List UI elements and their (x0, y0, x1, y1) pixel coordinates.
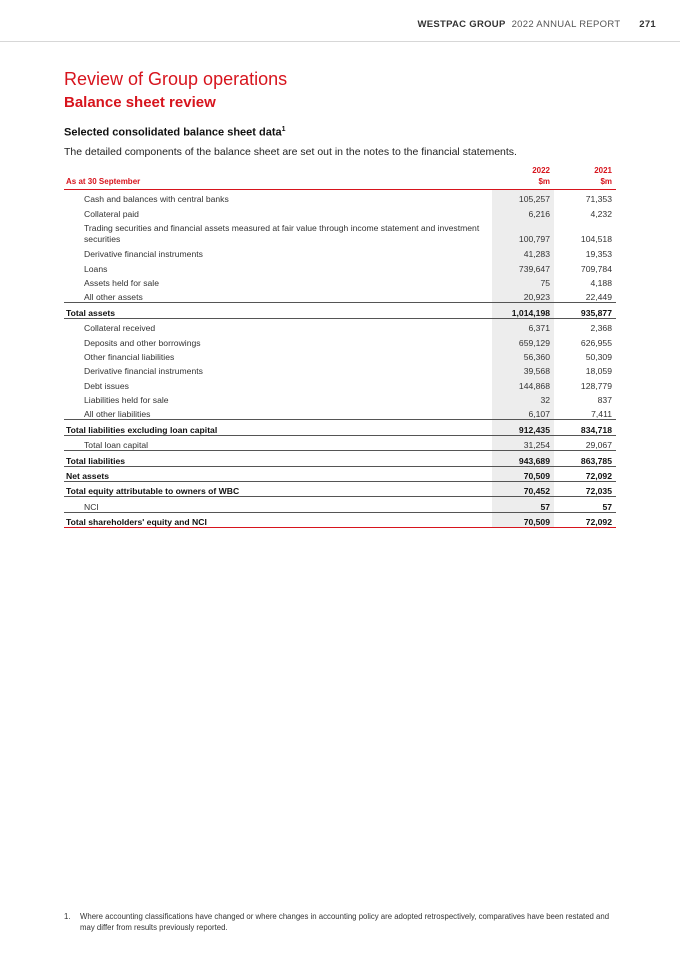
footnote-text: Where accounting classifications have changed or where changes in accounting policy are adopted retrospectively, comparatives have been restated and may differ from results previously reported. (80, 912, 610, 932)
value-2021: 837 (597, 395, 612, 406)
footnote-number: 1. (64, 912, 71, 921)
page-number: 271 (639, 19, 656, 30)
col-2022-unit: $m (538, 177, 550, 186)
row-label: Total shareholders' equity and NCI (64, 512, 492, 527)
value-2021: 834,718 (554, 420, 616, 435)
value-2022: 100,797 (492, 219, 554, 245)
table-row (64, 245, 616, 259)
table-row (64, 288, 616, 303)
table-row (64, 435, 616, 450)
value-2021: 935,877 (554, 303, 616, 318)
row-label: Deposits and other borrowings (84, 337, 201, 348)
table-row (64, 333, 616, 347)
value-2021: 72,035 (554, 482, 616, 497)
table-row (64, 405, 616, 420)
row-label: Other financial liabilities (84, 351, 175, 362)
value-2021: 71,353 (585, 194, 612, 205)
col-2022-year: 2022 (532, 166, 550, 175)
table-header-row (64, 163, 616, 190)
table-row (64, 348, 616, 362)
value-2022: 6,216 (492, 204, 554, 218)
row-label: Total liabilities excluding loan capital (64, 420, 492, 435)
value-2021: 709,784 (580, 263, 612, 274)
value-2021: 19,353 (585, 249, 612, 260)
table-row (64, 362, 616, 376)
value-2021: 7,411 (591, 409, 612, 420)
value-2021: 104,518 (580, 233, 612, 244)
value-2022: 70,509 (492, 512, 554, 527)
row-label: Net assets (64, 466, 492, 481)
table-row (64, 219, 616, 245)
value-2022: 943,689 (492, 451, 554, 466)
value-2022: 56,360 (492, 348, 554, 362)
value-2022: 57 (492, 497, 554, 512)
col-2021-unit: $m (600, 177, 612, 186)
row-label: Total loan capital (64, 435, 492, 450)
row-label: All other assets (84, 292, 143, 303)
row-label: Derivative financial instruments (84, 249, 203, 260)
value-2022: 32 (492, 391, 554, 405)
balance-sheet-table (64, 163, 616, 528)
table-row (64, 204, 616, 218)
value-2021: 626,955 (580, 337, 612, 348)
value-2021: 22,449 (585, 292, 612, 303)
value-2022: 20,923 (492, 288, 554, 303)
table-total-row (64, 482, 616, 497)
value-2021: 29,067 (554, 435, 616, 450)
sub-title: Balance sheet review (64, 94, 216, 111)
row-label: Collateral received (64, 318, 492, 333)
value-2021: 2,368 (554, 318, 616, 333)
row-label: Total assets (64, 303, 492, 318)
header-report-title: 2022 ANNUAL REPORT (511, 19, 621, 30)
intro-text: The detailed components of the balance sheet are set out in the notes to the financial statements. (64, 146, 517, 158)
row-label: Derivative financial instruments (84, 366, 203, 377)
col-header-2022 (492, 163, 554, 190)
header-brand: WESTPAC GROUP (417, 19, 506, 30)
row-label: Trading securities and financial assets measured at fair value through income statement and investment securities (84, 222, 480, 244)
row-label: Collateral paid (84, 208, 139, 219)
value-2022: 70,452 (492, 482, 554, 497)
header-divider (0, 41, 680, 42)
value-2022: 144,868 (492, 376, 554, 390)
value-2021: 72,092 (554, 466, 616, 481)
value-2022: 6,107 (492, 405, 554, 420)
value-2022: 105,257 (492, 190, 554, 205)
table-total-row (64, 420, 616, 435)
value-2022: 39,568 (492, 362, 554, 376)
table-row (64, 259, 616, 273)
value-2022: 70,509 (492, 466, 554, 481)
value-2022: 739,647 (492, 259, 554, 273)
row-label: All other liabilities (84, 409, 151, 420)
table-row (64, 497, 616, 512)
page-header (0, 19, 656, 30)
row-label: Loans (84, 263, 108, 274)
value-2021: 57 (554, 497, 616, 512)
col-header-label: As at 30 September (66, 177, 141, 186)
col-2021-year: 2021 (594, 166, 612, 175)
table-row (64, 376, 616, 390)
col-header-2021 (554, 163, 616, 190)
footnote (64, 911, 616, 933)
value-2022: 6,371 (492, 318, 554, 333)
value-2022: 1,014,198 (492, 303, 554, 318)
value-2021: 4,232 (590, 208, 612, 219)
value-2022: 912,435 (492, 420, 554, 435)
value-2021: 72,092 (554, 512, 616, 527)
value-2021: 128,779 (580, 380, 612, 391)
table-row (64, 190, 616, 205)
value-2021: 50,309 (585, 351, 612, 362)
value-2021: 18,059 (585, 366, 612, 377)
value-2022: 659,129 (492, 333, 554, 347)
table-heading-text: Selected consolidated balance sheet data (64, 126, 282, 139)
table-row (64, 318, 616, 333)
section-title: Review of Group operations (64, 69, 288, 89)
row-label: Assets held for sale (84, 277, 159, 288)
table-total-row (64, 466, 616, 481)
value-2022: 31,254 (492, 435, 554, 450)
row-label: NCI (64, 497, 492, 512)
row-label: Liabilities held for sale (84, 395, 169, 406)
table-total-row (64, 512, 616, 527)
table-row (64, 274, 616, 288)
row-label: Cash and balances with central banks (84, 194, 229, 205)
table-total-row (64, 451, 616, 466)
table-total-row (64, 303, 616, 318)
value-2021: 4,188 (590, 277, 612, 288)
row-label: Debt issues (84, 380, 129, 391)
footnote-marker: 1 (281, 126, 286, 133)
table-row (64, 391, 616, 405)
value-2022: 75 (492, 274, 554, 288)
row-label: Total equity attributable to owners of WBC (64, 482, 492, 497)
value-2022: 41,283 (492, 245, 554, 259)
row-label: Total liabilities (64, 451, 492, 466)
value-2021: 863,785 (554, 451, 616, 466)
table-heading (64, 126, 286, 139)
